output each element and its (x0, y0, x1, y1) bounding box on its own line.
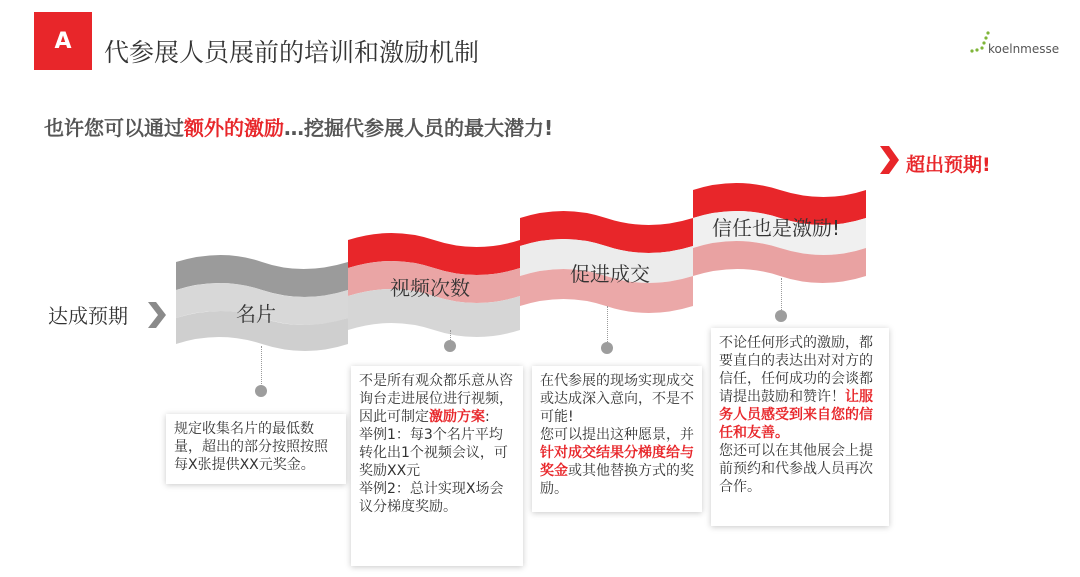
stage-3-highlight: 针对成交结果分梯度给与奖金 (540, 445, 694, 479)
stage-3-dot (601, 342, 613, 354)
stage-4-text-1: 不论任何形式的激励，都要直白的表达出对对方的信任，任何成功的会谈都请提出鼓励和赞许！ (719, 335, 873, 405)
stage-2-text-2: : (485, 409, 490, 425)
stage-4-info-box (711, 328, 889, 526)
stage-4-dot (775, 310, 787, 322)
left-chevron-icon (148, 302, 166, 328)
stage-3-connector (607, 306, 608, 342)
stage-2-text-1: 不是所有观众都乐意从咨询台走进展位进行视频，因此可制定 (359, 373, 513, 425)
subtitle-suffix: …挖掘代参展人员的最大潜力! (284, 116, 554, 140)
stage-3-info-box (532, 366, 702, 512)
right-chevron-icon (880, 146, 899, 174)
subtitle-prefix: 也许您可以通过 (44, 116, 184, 140)
stage-1-label: 名片 (236, 302, 276, 326)
exceed-expectation-label: 超出预期! (906, 154, 991, 176)
stage-1-dot (255, 385, 267, 397)
stage-2-example-1: 举例1：每3个名片平均转化出1个视频会议，可奖励XX元 (359, 427, 508, 479)
reach-expectation-label: 达成预期 (48, 304, 128, 328)
stage-4-highlight: 让服务人员感受到来自您的信任和友善。 (719, 389, 873, 441)
stage-1-text: 规定收集名片的最低数量，超出的部分按照按照每X张提供XX元奖金。 (174, 421, 328, 473)
stage-2-label: 视频次数 (390, 276, 470, 300)
section-badge: A (34, 12, 92, 70)
logo-text: koelnmesse (988, 42, 1060, 56)
stage-3-text-2: 您可以提出这种愿景，并 (540, 427, 694, 443)
stage-2-highlight: 激励方案 (429, 409, 485, 425)
stage-2-info-box (351, 366, 523, 566)
stage-2-dot (444, 340, 456, 352)
stage-3-text-3: 或其他替换方式的奖励。 (540, 463, 694, 497)
subtitle-highlight: 额外的激励 (184, 116, 284, 140)
stage-3-text-1: 在代参展的现场实现成交或达成深入意向，不是不可能! (540, 373, 694, 425)
stage-4-connector (781, 278, 782, 312)
stage-2-example-2: 举例2：总计实现X场会议分梯度奖励。 (359, 481, 504, 515)
stage-1-info-box (166, 414, 346, 484)
page-title: 代参展人员展前的培训和激励机制 (104, 38, 480, 67)
stage-3-label: 促进成交 (570, 262, 650, 286)
stage-4-text-2: 您还可以在其他展会上提前预约和代参战人员再次合作。 (719, 443, 873, 495)
stage-1-connector (261, 346, 262, 386)
stage-4-label: 信任也是激励! (712, 216, 841, 240)
